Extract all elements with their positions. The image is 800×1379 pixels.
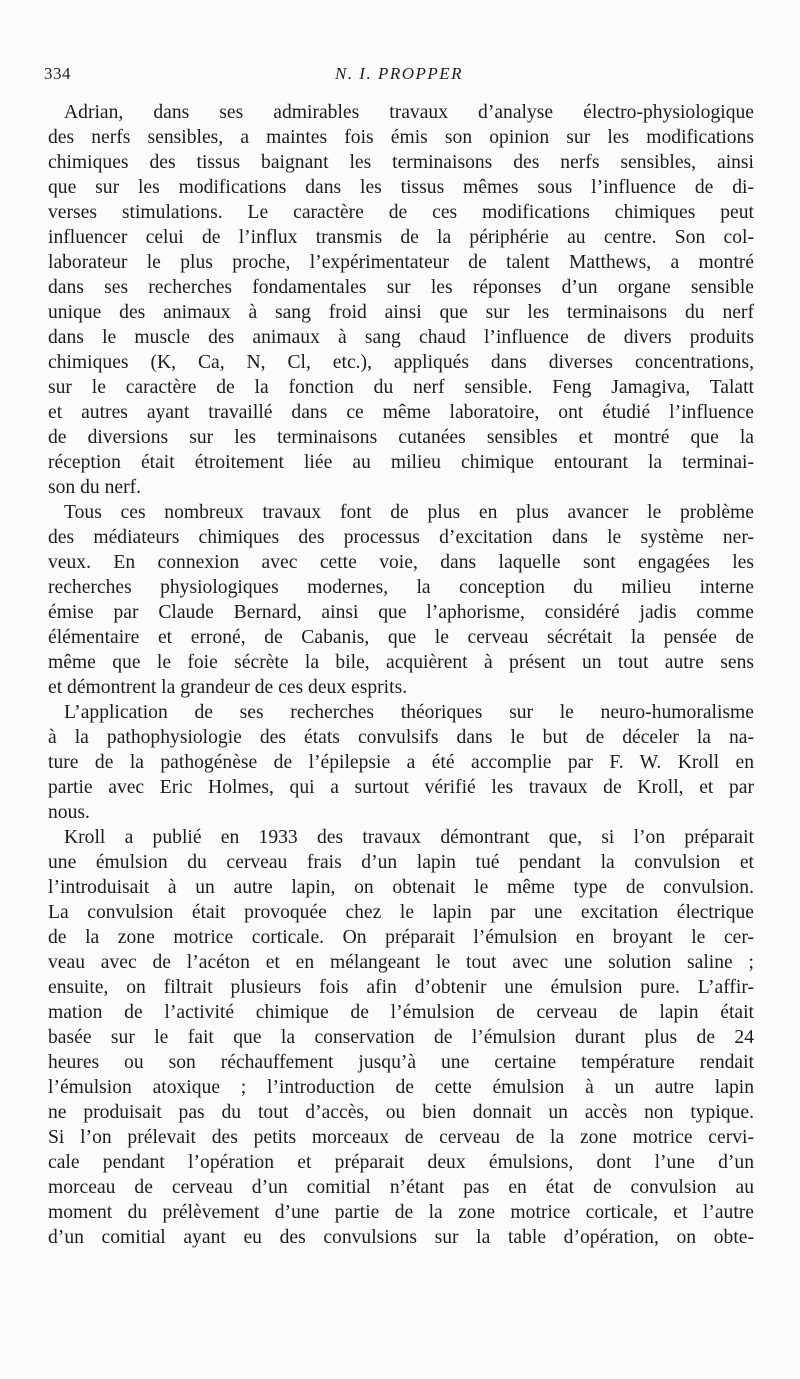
text-line: sur le caractère de la fonction du nerf sensible. Feng Jamagiva, Talatt <box>48 377 754 398</box>
page-number: 334 <box>44 64 71 83</box>
text-line: des nerfs sensibles, a maintes fois émis son opinion sur les modifications <box>48 127 754 148</box>
text-line: veux. En connexion avec cette voie, dans laquelle sont engagées les <box>48 552 754 573</box>
text-line: ture de la pathogénèse de l’épilepsie a été accomplie par F. W. Kroll en <box>48 752 754 773</box>
text-line: d’un comitial ayant eu des convulsions sur la table d’opération, on obte- <box>48 1227 754 1248</box>
text-line: heures ou son réchauffement jusqu’à une certaine température rendait <box>48 1052 754 1073</box>
text-line: Tous ces nombreux travaux font de plus en plus avancer le problème <box>64 502 754 523</box>
text-line: cale pendant l’opération et préparait deux émulsions, dont l’une d’un <box>48 1152 754 1173</box>
text-line: dans le muscle des animaux à sang chaud l’influence de divers produits <box>48 327 754 348</box>
text-line: réception était étroitement liée au milieu chimique entourant la terminai- <box>48 452 754 473</box>
text-line: émise par Claude Bernard, ainsi que l’aphorisme, considéré jadis comme <box>48 602 754 623</box>
text-line: même que le foie sécrète la bile, acquièrent à présent un tout autre sens <box>48 652 754 673</box>
text-line: des médiateurs chimiques des processus d’excitation dans le système ner- <box>48 527 754 548</box>
body-text <box>48 100 754 1250</box>
text-line: l’introduisait à un autre lapin, on obtenait le même type de convulsion. <box>48 877 754 898</box>
text-line: recherches physiologiques modernes, la conception du milieu interne <box>48 577 754 598</box>
text-line: ensuite, on filtrait plusieurs fois afin d’obtenir une émulsion pure. L’affir- <box>48 977 754 998</box>
text-line: ne produisait pas du tout d’accès, ou bien donnait un accès non typique. <box>48 1102 754 1123</box>
text-line: La convulsion était provoquée chez le lapin par une excitation électrique <box>48 902 754 923</box>
text-line: élémentaire et erroné, de Cabanis, que le cerveau sécrétait la pensée de <box>48 627 754 648</box>
text-line: mation de l’activité chimique de l’émulsion de cerveau de lapin était <box>48 1002 754 1023</box>
text-line: à la pathophysiologie des états convulsifs dans le but de déceler la na- <box>48 727 754 748</box>
text-line: laborateur le plus proche, l’expérimentateur de talent Matthews, a montré <box>48 252 754 273</box>
text-line: Si l’on prélevait des petits morceaux de cerveau de la zone motrice cervi- <box>48 1127 754 1148</box>
text-line: unique des animaux à sang froid ainsi que sur les terminaisons du nerf <box>48 302 754 323</box>
text-line: basée sur le fait que la conservation de l’émulsion durant plus de 24 <box>48 1027 754 1048</box>
text-line: chimiques des tissus baignant les terminaisons des nerfs sensibles, ainsi <box>48 152 754 173</box>
text-line: de la zone motrice corticale. On préparait l’émulsion en broyant le cer- <box>48 927 754 948</box>
running-head-author: N. I. PROPPER <box>334 64 464 83</box>
text-line: Kroll a publié en 1933 des travaux démontrant que, si l’on préparait <box>64 827 754 848</box>
text-line: une émulsion du cerveau frais d’un lapin tué pendant la convulsion et <box>48 852 754 873</box>
text-line: morceau de cerveau d’un comitial n’étant pas en état de convulsion au <box>48 1177 754 1198</box>
text-line: que sur les modifications dans les tissus mêmes sous l’influence de di- <box>48 177 754 198</box>
text-line: de diversions sur les terminaisons cutanées sensibles et montré que la <box>48 427 754 448</box>
text-line: dans ses recherches fondamentales sur les réponses d’un organe sensible <box>48 277 754 298</box>
text-line: verses stimulations. Le caractère de ces modifications chimiques peut <box>48 202 754 223</box>
text-line: L’application de ses recherches théoriques sur le neuro-humoralisme <box>64 702 754 723</box>
text-line: partie avec Eric Holmes, qui a surtout vérifié les travaux de Kroll, et par <box>48 777 754 798</box>
text-line: l’émulsion atoxique ; l’introduction de cette émulsion à un autre lapin <box>48 1077 754 1098</box>
running-header <box>44 64 754 88</box>
text-line: nous. <box>48 802 90 823</box>
text-line: son du nerf. <box>48 477 142 498</box>
text-line: influencer celui de l’influx transmis de la périphérie au centre. Son col- <box>48 227 754 248</box>
text-line: Adrian, dans ses admirables travaux d’analyse électro-physiologique <box>64 102 754 123</box>
text-line: veau avec de l’acéton et en mélangeant le tout avec une solution saline ; <box>48 952 754 973</box>
text-line: et autres ayant travaillé dans ce même laboratoire, ont étudié l’influence <box>48 402 754 423</box>
text-line: chimiques (K, Ca, N, Cl, etc.), appliqués dans diverses concentrations, <box>48 352 754 373</box>
text-line: et démontrent la grandeur de ces deux esprits. <box>48 677 408 698</box>
text-line: moment du prélèvement d’une partie de la zone motrice corticale, et l’autre <box>48 1202 754 1223</box>
